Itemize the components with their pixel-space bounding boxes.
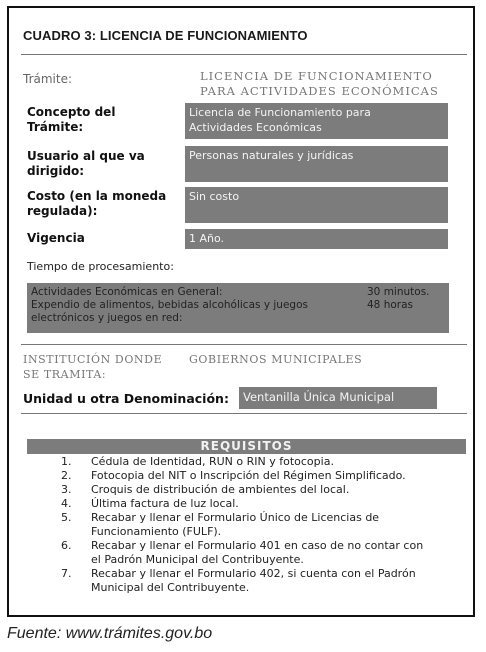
processing-box [27,283,449,333]
requirement-item-7: 7. Recabar y llenar el Formulario 402, si cuenta con el Padrón [61,567,416,580]
license-card [7,6,475,617]
tramite-value-line1: LICENCIA DE FUNCIONAMIENTO [200,69,433,83]
requirement-item-5-cont: Funcionamiento (FULF). [91,525,222,538]
title-divider [21,54,467,55]
validity-label: Vigencia [27,231,85,245]
requirement-item-7-cont: Municipal del Contribuyente. [91,581,250,594]
processing-line1-left: Actividades Económicas en General: [31,286,223,298]
tramite-value-line2: PARA ACTIVIDADES ECONÓMICAS [200,84,439,98]
requirements-header: REQUISITOS [27,439,466,454]
processing-line1-right: 30 minutos. [367,286,430,298]
requirement-item-2: 2. Fotocopia del NIT o Inscripción del Régimen Simplificado. [61,469,406,482]
concept-label-line2: Trámite: [27,120,84,134]
source-footer: Fuente: www.trámites.gov.bo [7,625,213,642]
processing-label: Tiempo de procesamiento: [27,260,174,273]
institution-label-line2: SE TRAMITA: [23,368,107,381]
requirement-item-5: 5. Recabar y llenar el Formulario Único de Licencias de [61,511,380,524]
requirement-item-1: 1. Cédula de Identidad, RUN o RIN y fotocopia. [61,455,334,468]
validity-value-cell [185,229,448,249]
cost-value-cell [185,187,448,223]
requirement-item-6-cont: el Padrón Municipal del Contribuyente. [91,553,304,566]
tramite-label: Trámite: [23,72,73,86]
processing-line3-left: electrónicos y juegos en red: [31,312,183,324]
unit-divider [21,413,467,414]
user-value-cell [185,146,448,182]
unit-value: Ventanilla Única Municipal [243,390,395,404]
processing-line2-right: 48 horas [367,299,413,311]
unit-label: Unidad u otra Denominación: [23,391,229,406]
user-value: Personas naturales y jurídicas [189,149,354,162]
cost-value: Sin costo [189,190,240,203]
institution-value: GOBIERNOS MUNICIPALES [189,353,363,366]
processing-divider [21,344,467,345]
unit-value-cell [239,387,437,409]
concept-value-line2: Actividades Económicas [189,121,322,134]
concept-value-line1: Licencia de Funcionamiento para [189,106,371,119]
cost-label-line1: Costo (en la moneda [27,189,167,203]
concept-label-line1: Concepto del [27,105,116,119]
requirement-item-4: 4. Última factura de luz local. [61,497,239,510]
requirements-list [35,455,467,595]
requirement-item-6: 6. Recabar y llenar el Formulario 401 en caso de no contar con [61,539,424,552]
concept-value-cell [185,103,448,139]
card-title: CUADRO 3: LICENCIA DE FUNCIONAMIENTO [23,28,308,43]
validity-value: 1 Año. [189,232,225,245]
processing-line2-left: Expendio de alimentos, bebidas alcohólicas y juegos [31,299,308,311]
cost-label-line2: regulada): [27,204,98,218]
institution-label-line1: INSTITUCIÓN DONDE [23,353,163,366]
user-label-line1: Usuario al que va [27,149,145,163]
user-label-line2: dirigido: [27,164,85,178]
requirement-item-3: 3. Croquis de distribución de ambientes del local. [61,483,350,496]
